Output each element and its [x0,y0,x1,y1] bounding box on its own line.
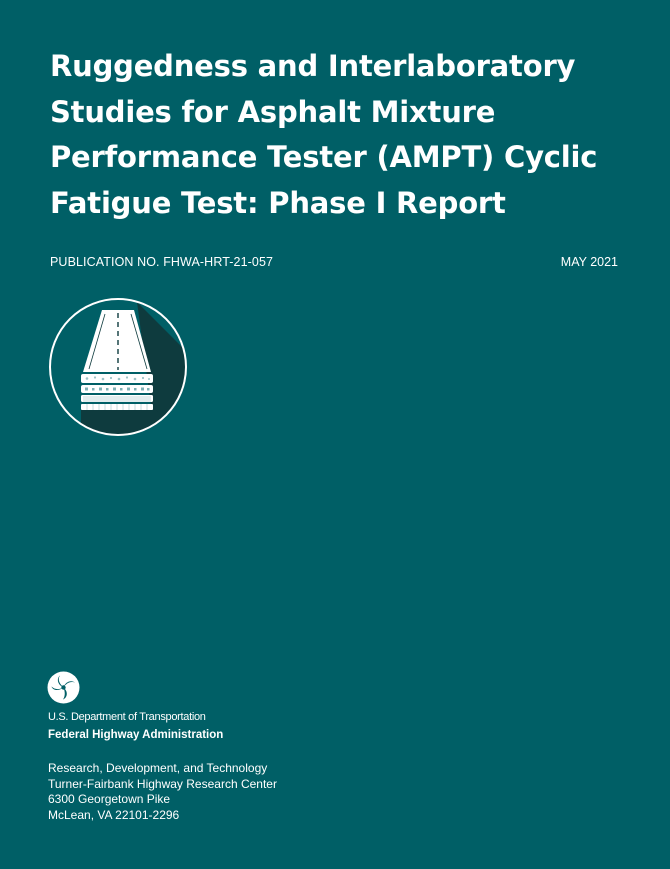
title-line: Studies for Asphalt Mixture [50,94,496,129]
address-line: 6300 Georgetown Pike [48,792,171,806]
report-title [50,44,610,226]
administration-name: Federal Highway Administration [48,729,224,741]
address-line: McLean, VA 22101-2296 [48,807,180,822]
address-line: Research, Development, and Technology [48,761,268,775]
title-line: Performance Tester (AMPT) Cyclic [50,140,598,174]
address-line: Turner-Fairbank Highway Research Center [48,776,277,791]
publication-date: MAY 2021 [560,255,618,269]
road-layers-icon [47,296,189,438]
title-line: Ruggedness and Interlaboratory [50,49,576,83]
dot-triskelion-icon [47,671,80,704]
title-line: Fatigue Test: Phase I Report [50,185,506,220]
department-name: U.S. Department of Transportation [48,711,206,723]
publication-number: PUBLICATION NO. FHWA-HRT-21-057 [50,255,274,269]
address-block [48,761,277,823]
